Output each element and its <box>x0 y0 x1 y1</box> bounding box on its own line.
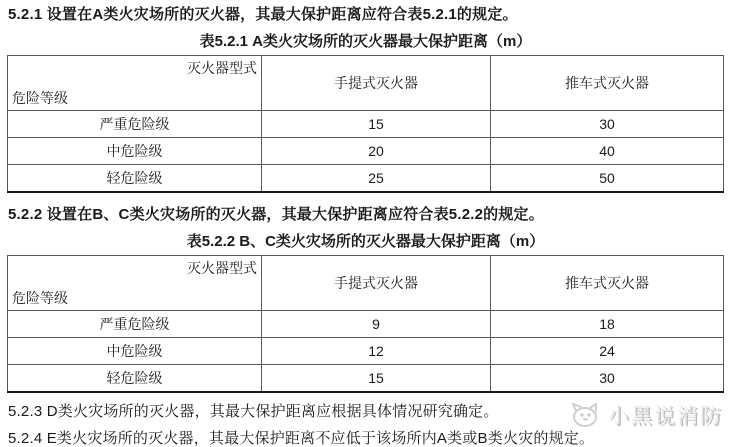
watermark <box>570 400 723 430</box>
hazard-level-cell: 严重危险级 <box>8 111 262 138</box>
cart-distance-cell: 30 <box>491 365 724 393</box>
rule-5-2-3: 5.2.3 D类火灾场所的灭火器，其最大保护距离应根据具体情况研究确定。 <box>8 403 499 420</box>
hazard-level-cell: 轻危险级 <box>8 165 262 193</box>
column-header-cart: 推车式灭火器 <box>491 256 724 311</box>
handheld-distance-cell: 25 <box>262 165 491 193</box>
corner-header-cell <box>8 256 262 311</box>
handheld-distance-cell: 15 <box>262 111 491 138</box>
table-row <box>8 338 724 365</box>
hazard-level-cell: 轻危险级 <box>8 365 262 393</box>
handheld-distance-cell: 20 <box>262 138 491 165</box>
cart-distance-cell: 30 <box>491 111 724 138</box>
table-5-2-1 <box>7 55 724 193</box>
rule-5-2-1: 5.2.1 设置在A类火灾场所的灭火器，其最大保护距离应符合表5.2.1的规定。 <box>8 6 518 23</box>
handheld-distance-cell: 15 <box>262 365 491 393</box>
rule-5-2-4: 5.2.4 E类火灾场所的灭火器，其最大保护距离不应低于该场所内A类或B类火灾的规定。 <box>8 430 595 447</box>
corner-label-hazard-level: 危险等级 <box>12 90 68 106</box>
column-header-handheld: 手提式灭火器 <box>262 256 491 311</box>
hazard-level-cell: 严重危险级 <box>8 311 262 338</box>
table-row <box>8 365 724 393</box>
table-row <box>8 111 724 138</box>
corner-label-extinguisher-type: 灭火器型式 <box>187 60 257 76</box>
hazard-level-cell: 中危险级 <box>8 338 262 365</box>
cart-distance-cell: 50 <box>491 165 724 193</box>
table-5-2-2-caption: 表5.2.2 B、C类火灾场所的灭火器最大保护距离（m） <box>186 233 545 250</box>
table-row <box>8 138 724 165</box>
table-5-2-2 <box>7 255 724 393</box>
corner-label-hazard-level: 危险等级 <box>12 290 68 306</box>
watermark-text: 小黑说消防 <box>608 405 723 428</box>
table-header-row <box>8 56 724 111</box>
cat-face-icon <box>570 401 602 429</box>
column-header-cart: 推车式灭火器 <box>491 56 724 111</box>
table-5-2-1-caption: 表5.2.1 A类火灾场所的灭火器最大保护距离（m） <box>199 33 532 50</box>
corner-header-cell <box>8 56 262 111</box>
table-row <box>8 311 724 338</box>
cart-distance-cell: 24 <box>491 338 724 365</box>
handheld-distance-cell: 12 <box>262 338 491 365</box>
corner-label-extinguisher-type: 灭火器型式 <box>187 260 257 276</box>
column-header-handheld: 手提式灭火器 <box>262 56 491 111</box>
table-header-row <box>8 256 724 311</box>
handheld-distance-cell: 9 <box>262 311 491 338</box>
cart-distance-cell: 18 <box>491 311 724 338</box>
hazard-level-cell: 中危险级 <box>8 138 262 165</box>
cart-distance-cell: 40 <box>491 138 724 165</box>
rule-5-2-2: 5.2.2 设置在B、C类火灾场所的灭火器，其最大保护距离应符合表5.2.2的规定。 <box>8 206 544 223</box>
table-row <box>8 165 724 193</box>
